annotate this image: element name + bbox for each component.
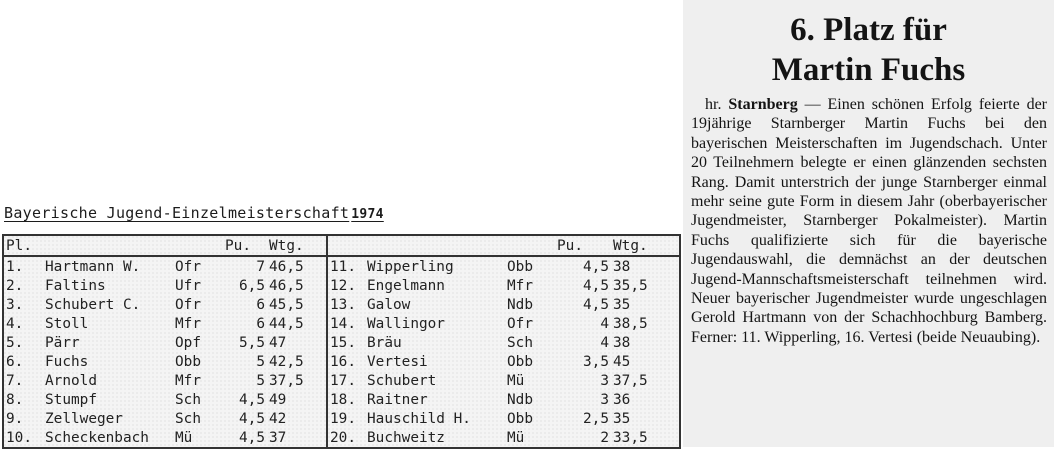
cell-name-2: Vertesi	[367, 353, 428, 370]
headline-line-2: Martin Fuchs	[771, 52, 966, 88]
article-body-text: — Einen schönen Erfolg feierte der 19jährige Starnberger Martin Fuchs bei den bayerischen Meisterschaften im Jugendschach. Unter 20 Teilnehmern belegte er einen glänzenden sechsten Rang. Damit unterstrich der junge Starnberger einmal mehr seine gute Form in diesem Jahr (oberbayerischer Jugendmeister, Starnberger Pokalmeister). Martin Fuchs qualifizierte sich für die bayerische Jugendauswahl, die demnächst an der deutschen Jugend-Mannschaftsmeisterschaft teilnehmen wird. Neuer bayerischer Jugendmeister wurde ungeschlagen Gerold Hartmann von der Schachhochburg Bamberg. Ferner: 11. Wipperling, 16. Vertesi (beide Neuaubing).	[691, 96, 1048, 346]
cell-name-2: Engelmann	[367, 277, 445, 294]
cell-region-2: Ofr	[507, 315, 533, 332]
cell-points: 5	[256, 372, 265, 389]
cell-name-2: Galow	[367, 296, 411, 313]
cell-rating-2: 35	[611, 409, 680, 428]
cell-rating-2: 35	[611, 295, 680, 314]
cell-place: 3.	[3, 295, 43, 314]
header-blank	[365, 235, 505, 256]
cell-place-2: 19.	[327, 409, 365, 428]
headline-line-1: 6. Platz für	[790, 12, 947, 48]
cell-region-2: Mü	[507, 372, 525, 389]
cell-points-2: 4,5	[583, 277, 609, 294]
cell-region: Ufr	[175, 277, 201, 294]
cell-place: 6.	[3, 352, 43, 371]
cell-place: 5.	[3, 333, 43, 352]
table-title-text: Bayerische Jugend-Einzelmeisterschaft	[4, 204, 350, 222]
table-row	[3, 371, 680, 390]
cell-place-2: 17.	[327, 371, 365, 390]
cell-name-2: Schubert	[367, 372, 437, 389]
cell-points-2: 3	[600, 391, 609, 408]
results-table	[2, 234, 681, 449]
cell-points-2: 4	[600, 334, 609, 351]
cell-points-2: 2	[555, 428, 611, 448]
header-blank	[505, 235, 555, 256]
cell-place: 1.	[3, 256, 43, 276]
cell-name-2: Bräu	[367, 334, 402, 351]
cell-name: Scheckenbach	[43, 428, 173, 448]
cell-rating: 45,5	[269, 296, 304, 313]
cell-points-2: 4	[600, 315, 609, 332]
cell-rating-2: 35,5	[611, 276, 680, 295]
cell-region-2: Ndb	[507, 391, 533, 408]
cell-region: Ofr	[175, 258, 201, 275]
table-row	[3, 295, 680, 314]
cell-name-2: Wipperling	[367, 258, 454, 275]
cell-name: Fuchs	[45, 353, 89, 370]
table-year: 1974	[351, 207, 384, 222]
cell-place-2: 16.	[327, 352, 365, 371]
cell-rating: 37	[267, 428, 327, 448]
cell-points-2: 3	[600, 372, 609, 389]
article-headline	[683, 10, 1054, 90]
cell-points: 4,5	[239, 391, 265, 408]
cell-rating-2: 45	[611, 352, 680, 371]
table-row	[3, 390, 680, 409]
header-points-2: Pu.	[555, 235, 611, 256]
cell-name-2: Wallingor	[367, 315, 445, 332]
cell-region-2: Mfr	[507, 277, 533, 294]
cell-place: 9.	[3, 409, 43, 428]
cell-points-2: 3,5	[583, 353, 609, 370]
cell-points: 4,5	[239, 410, 265, 427]
cell-rating: 44,5	[269, 315, 304, 332]
cell-rating-2: 33,5	[611, 428, 680, 448]
cell-rating: 49	[269, 391, 287, 408]
table-title	[4, 204, 384, 222]
cell-region-2: Obb	[507, 258, 533, 275]
cell-name: Arnold	[45, 372, 97, 389]
header-blank	[327, 235, 365, 256]
cell-name: Pärr	[45, 334, 80, 351]
cell-points: 6	[256, 296, 265, 313]
cell-points: 5	[256, 353, 265, 370]
cell-rating-2: 36	[611, 390, 680, 409]
cell-rating-2: 37,5	[611, 371, 680, 390]
cell-name: Zellweger	[45, 410, 123, 427]
cell-points-2: 2,5	[583, 410, 609, 427]
cell-name-2: Buchweitz	[365, 428, 505, 448]
table-row	[3, 314, 680, 333]
cell-place-2: 15.	[327, 333, 365, 352]
article-body	[691, 95, 1047, 347]
cell-name: Faltins	[45, 277, 106, 294]
cell-region: Sch	[175, 391, 201, 408]
cell-place: 4.	[3, 314, 43, 333]
header-place: Pl.	[3, 235, 43, 256]
cell-region-2: Obb	[507, 410, 533, 427]
cell-rating-2: 38	[611, 256, 680, 276]
dateline-prefix: hr.	[705, 96, 722, 113]
table-header-row	[3, 235, 680, 256]
cell-rating: 46,5	[269, 258, 304, 275]
cell-rating: 42,5	[269, 353, 304, 370]
cell-name: Schubert C.	[45, 296, 141, 313]
cell-place-2: 18.	[327, 390, 365, 409]
header-blank	[43, 235, 173, 256]
table-row	[3, 276, 680, 295]
cell-place: 7.	[3, 371, 43, 390]
cell-name: Stoll	[45, 315, 89, 332]
cell-region-2: Mü	[505, 428, 555, 448]
table-row	[3, 428, 680, 448]
cell-place-2: 20.	[327, 428, 365, 448]
cell-region: Sch	[175, 410, 201, 427]
cell-name-2: Hauschild H.	[367, 410, 471, 427]
cell-region-2: Obb	[507, 353, 533, 370]
table-row	[3, 256, 680, 276]
cell-rating: 37,5	[269, 372, 304, 389]
cell-points: 6	[256, 315, 265, 332]
newspaper-article	[683, 0, 1054, 447]
cell-place-2: 11.	[327, 256, 365, 276]
cell-rating: 42	[269, 410, 287, 427]
cell-place: 8.	[3, 390, 43, 409]
cell-points: 7	[256, 258, 265, 275]
cell-rating: 47	[269, 334, 287, 351]
cell-rating: 46,5	[269, 277, 304, 294]
cell-region-2: Sch	[507, 334, 533, 351]
header-points: Pu.	[223, 235, 267, 256]
cell-name: Hartmann W.	[45, 258, 141, 275]
cell-place-2: 13.	[327, 295, 365, 314]
cell-region: Opf	[175, 334, 201, 351]
table-row	[3, 352, 680, 371]
cell-points: 6,5	[239, 277, 265, 294]
cell-name-2: Raitner	[367, 391, 428, 408]
cell-points: 5,5	[239, 334, 265, 351]
table-row	[3, 333, 680, 352]
cell-rating-2: 38,5	[611, 314, 680, 333]
header-rating: Wtg.	[267, 235, 327, 256]
cell-points-2: 4,5	[583, 258, 609, 275]
cell-rating-2: 38	[611, 333, 680, 352]
header-blank	[173, 235, 223, 256]
cell-region: Mü	[173, 428, 223, 448]
cell-place-2: 12.	[327, 276, 365, 295]
cell-name: Stumpf	[45, 391, 97, 408]
cell-place: 2.	[3, 276, 43, 295]
cell-region-2: Ndb	[507, 296, 533, 313]
header-rating-2: Wtg.	[611, 235, 680, 256]
cell-points: 4,5	[223, 428, 267, 448]
cell-region: Mfr	[175, 315, 201, 332]
cell-place: 10.	[3, 428, 43, 448]
dateline-place: Starnberg	[728, 96, 798, 113]
cell-place-2: 14.	[327, 314, 365, 333]
cell-points-2: 4,5	[583, 296, 609, 313]
table-row	[3, 409, 680, 428]
cell-region: Ofr	[175, 296, 201, 313]
cell-region: Mfr	[175, 372, 201, 389]
cell-region: Obb	[175, 353, 201, 370]
